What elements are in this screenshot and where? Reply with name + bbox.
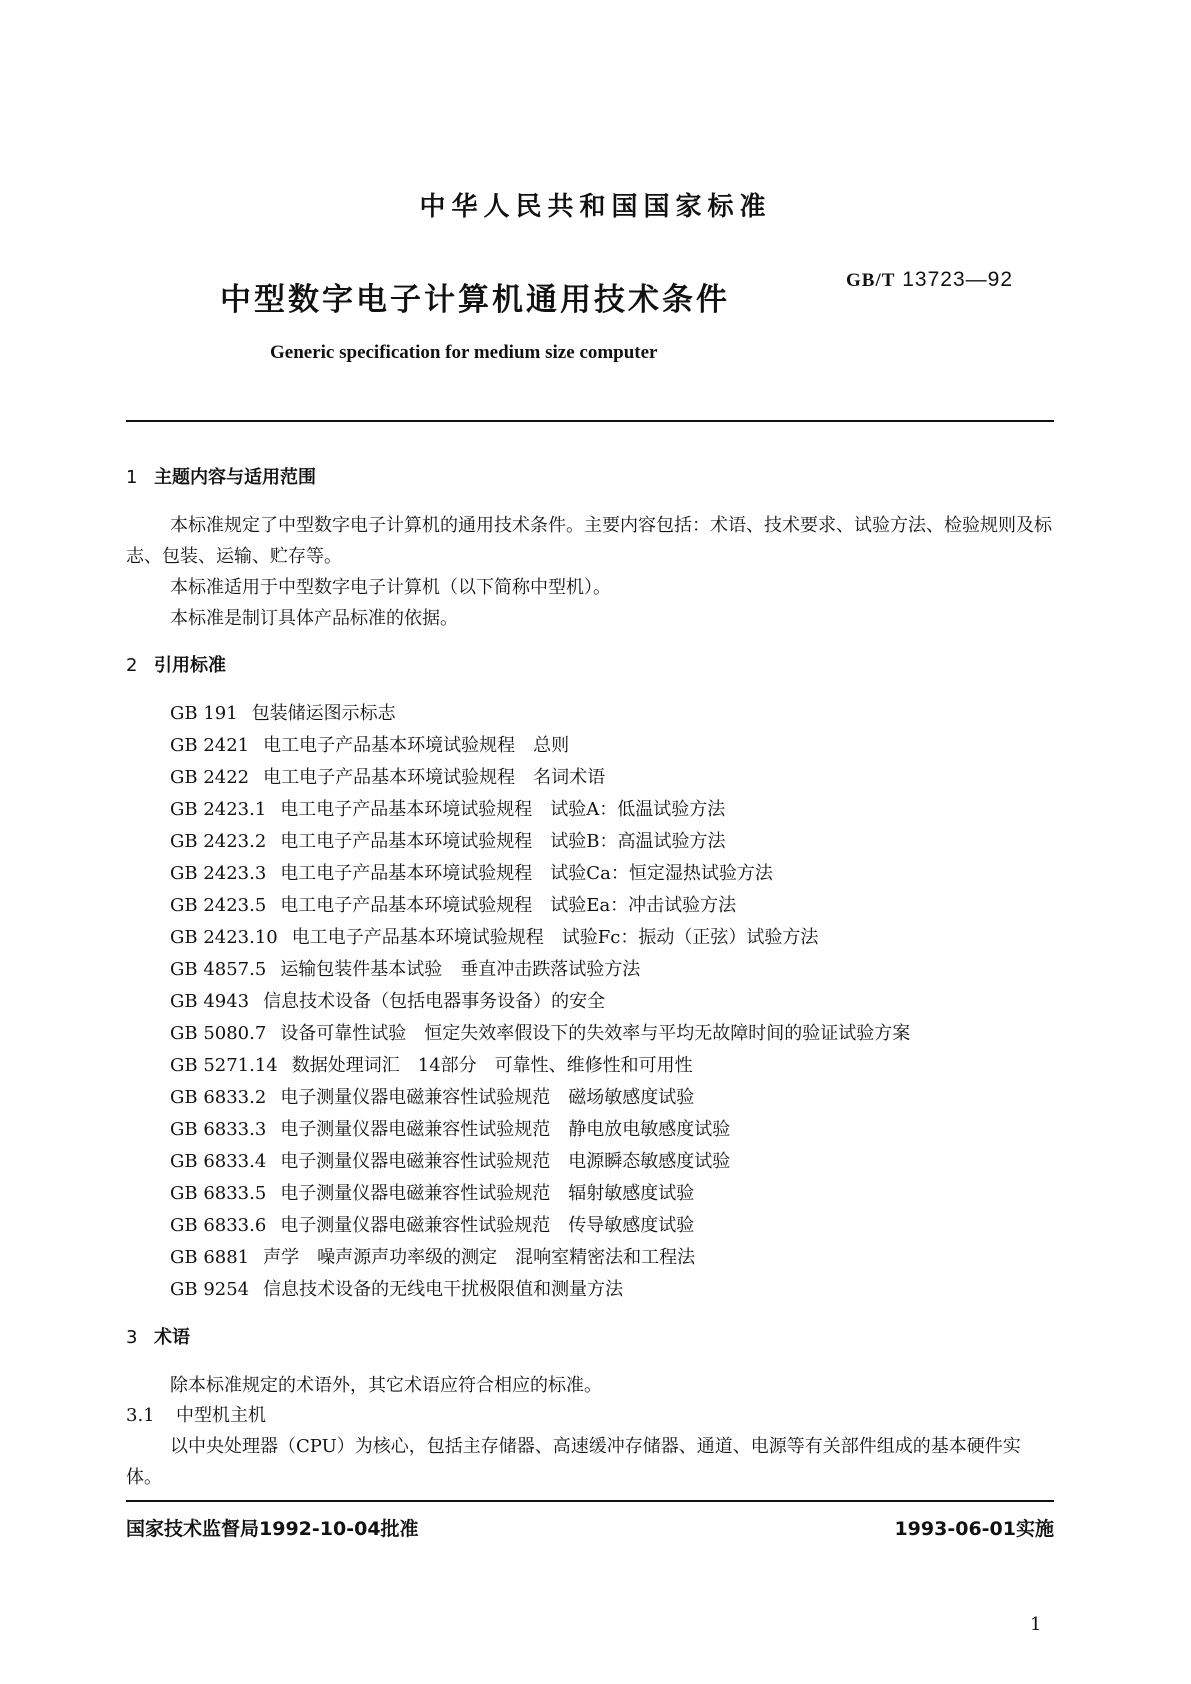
document-body <box>126 462 1054 1493</box>
reference-title: 电工电子产品基本环境试验规程 总则 <box>263 735 570 756</box>
document-title: 中型数字电子计算机通用技术条件 <box>220 282 730 318</box>
reference-code: GB 6833.6 <box>170 1215 267 1236</box>
reference-title: 信息技术设备的无线电干扰极限值和测量方法 <box>263 1279 624 1300</box>
reference-code: GB 5271.14 <box>170 1055 278 1076</box>
footer <box>126 1514 1054 1544</box>
reference-code: GB 2422 <box>170 767 250 788</box>
standard-code-prefix: GB/T <box>846 270 896 291</box>
reference-item <box>170 1050 1054 1082</box>
header-divider <box>126 420 1054 422</box>
reference-item <box>170 986 1054 1018</box>
reference-item <box>170 1210 1054 1242</box>
subsection-heading-3-1 <box>126 1401 1054 1431</box>
paragraph: 除本标准规定的术语外，其它术语应符合相应的标准。 <box>170 1375 602 1396</box>
reference-item <box>170 1082 1054 1114</box>
footer-divider <box>126 1500 1054 1502</box>
paragraph: 本标准是制订具体产品标准的依据。 <box>170 608 458 629</box>
reference-title: 运输包装件基本试验 垂直冲击跌落试验方法 <box>280 959 641 980</box>
reference-item <box>170 1018 1054 1050</box>
reference-code: GB 6833.3 <box>170 1119 267 1140</box>
national-standard-heading: 中华人民共和国国家标准 <box>419 192 772 222</box>
section-heading-1 <box>126 462 1054 494</box>
reference-code: GB 6833.5 <box>170 1183 267 1204</box>
reference-code: GB 6833.2 <box>170 1087 267 1108</box>
section-title: 引用标准 <box>154 655 226 676</box>
reference-code: GB 2421 <box>170 735 250 756</box>
reference-code: GB 9254 <box>170 1279 250 1300</box>
section-title: 术语 <box>154 1327 190 1348</box>
reference-item <box>170 826 1054 858</box>
reference-title: 声学 噪声源声功率级的测定 混响室精密法和工程法 <box>263 1247 696 1268</box>
reference-item <box>170 954 1054 986</box>
reference-code: GB 6833.4 <box>170 1151 267 1172</box>
reference-list <box>126 698 1054 1306</box>
reference-item <box>170 1242 1054 1274</box>
reference-item <box>170 698 1054 730</box>
subsection-title: 中型机主机 <box>176 1405 266 1426</box>
paragraph: 本标准适用于中型数字电子计算机（以下简称中型机）。 <box>170 577 611 598</box>
reference-code: GB 4943 <box>170 991 250 1012</box>
reference-title: 电工电子产品基本环境试验规程 试验B：高温试验方法 <box>280 831 726 852</box>
reference-item <box>170 1178 1054 1210</box>
standard-code <box>846 268 1013 292</box>
paragraph: 本标准规定了中型数字电子计算机的通用技术条件。主要内容包括：术语、技术要求、试验方法、检验规则及标志、包装、运输、贮存等。 <box>126 515 1052 567</box>
reference-title: 电子测量仪器电磁兼容性试验规范 磁场敏感度试验 <box>280 1087 695 1108</box>
reference-item <box>170 890 1054 922</box>
implementation-date: 1993-06-01实施 <box>894 1518 1054 1540</box>
reference-title: 电工电子产品基本环境试验规程 试验Ea：冲击试验方法 <box>280 895 737 916</box>
section-number: 2 <box>126 655 138 676</box>
section-title: 主题内容与适用范围 <box>154 467 316 488</box>
reference-code: GB 6881 <box>170 1247 250 1268</box>
reference-title: 数据处理词汇 14部分 可靠性、维修性和可用性 <box>291 1055 693 1076</box>
section-number: 3 <box>126 1327 138 1348</box>
reference-code: GB 2423.2 <box>170 831 267 852</box>
reference-title: 设备可靠性试验 恒定失效率假设下的失效率与平均无故障时间的验证试验方案 <box>280 1023 911 1044</box>
reference-item <box>170 858 1054 890</box>
reference-code: GB 2423.10 <box>170 927 278 948</box>
approval-date: 国家技术监督局1992-10-04批准 <box>126 1518 419 1540</box>
reference-code: GB 2423.3 <box>170 863 267 884</box>
reference-code: GB 2423.1 <box>170 799 267 820</box>
standard-code-number: 13723—92 <box>902 268 1014 291</box>
reference-item <box>170 762 1054 794</box>
reference-title: 电工电子产品基本环境试验规程 试验A：低温试验方法 <box>280 799 726 820</box>
english-subtitle: Generic specification for medium size computer <box>270 342 658 363</box>
reference-item <box>170 794 1054 826</box>
reference-code: GB 191 <box>170 703 238 724</box>
reference-item <box>170 1146 1054 1178</box>
reference-title: 信息技术设备（包括电器事务设备）的安全 <box>263 991 606 1012</box>
section-number: 1 <box>126 467 138 488</box>
section-heading-3 <box>126 1322 1054 1354</box>
reference-code: GB 5080.7 <box>170 1023 267 1044</box>
reference-title: 电工电子产品基本环境试验规程 名词术语 <box>263 767 606 788</box>
reference-item <box>170 1114 1054 1146</box>
subsection-number: 3.1 <box>126 1405 155 1426</box>
reference-title: 包装储运图示标志 <box>251 703 396 724</box>
page-number: 1 <box>1030 1614 1042 1635</box>
paragraph: 以中央处理器（CPU）为核心，包括主存储器、高速缓冲存储器、通道、电源等有关部件组成的基本硬件实体。 <box>126 1436 1021 1488</box>
reference-title: 电子测量仪器电磁兼容性试验规范 辐射敏感度试验 <box>280 1183 695 1204</box>
section-heading-2 <box>126 650 1054 682</box>
reference-item <box>170 922 1054 954</box>
reference-title: 电子测量仪器电磁兼容性试验规范 静电放电敏感度试验 <box>280 1119 731 1140</box>
reference-title: 电子测量仪器电磁兼容性试验规范 电源瞬态敏感度试验 <box>280 1151 731 1172</box>
reference-code: GB 2423.5 <box>170 895 267 916</box>
reference-item <box>170 1274 1054 1306</box>
reference-title: 电子测量仪器电磁兼容性试验规范 传导敏感度试验 <box>280 1215 695 1236</box>
reference-item <box>170 730 1054 762</box>
reference-title: 电工电子产品基本环境试验规程 试验Fc：振动（正弦）试验方法 <box>291 927 819 948</box>
reference-code: GB 4857.5 <box>170 959 267 980</box>
reference-title: 电工电子产品基本环境试验规程 试验Ca：恒定湿热试验方法 <box>280 863 773 884</box>
